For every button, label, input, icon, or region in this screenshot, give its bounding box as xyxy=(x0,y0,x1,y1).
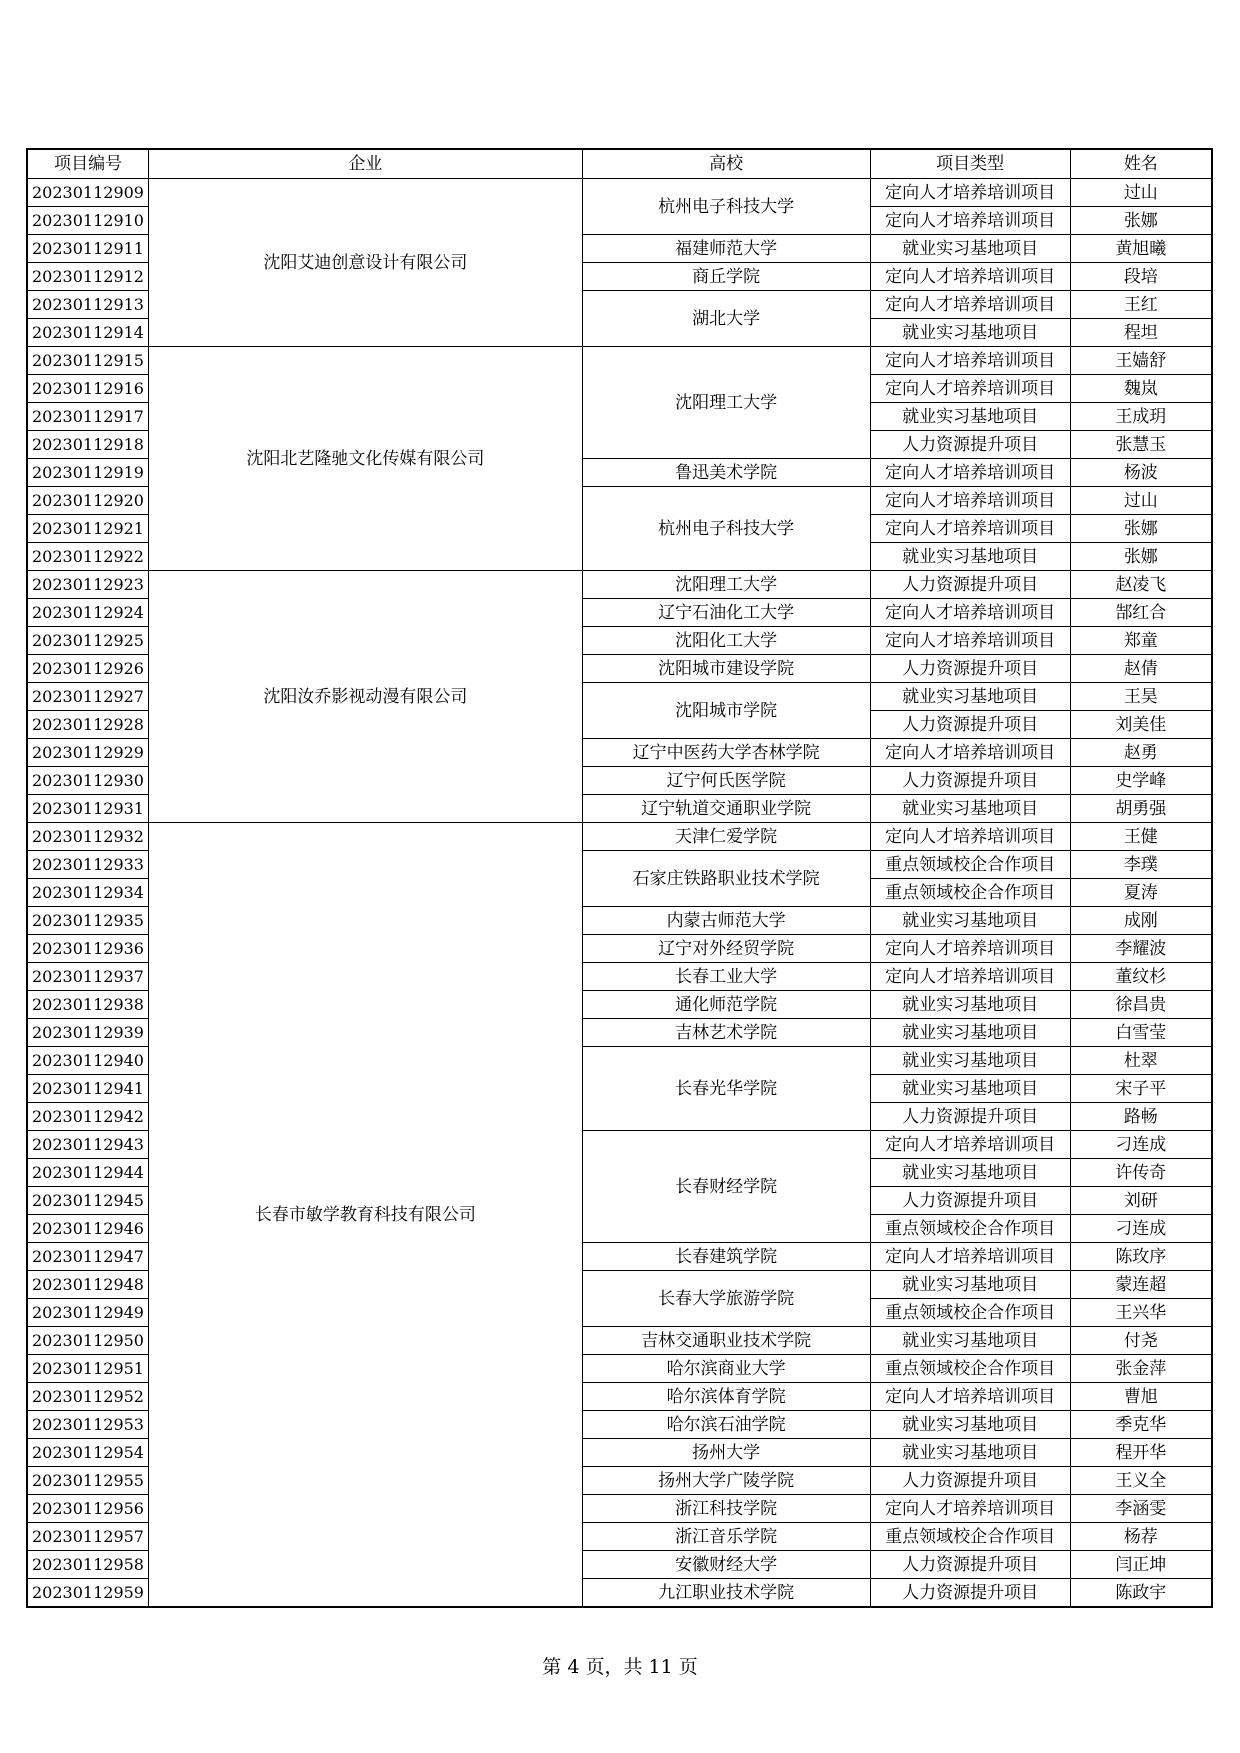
project-type-cell: 定向人才培养培训项目 xyxy=(870,935,1070,963)
project-id-cell: 20230112914 xyxy=(27,319,149,347)
project-id-cell: 20230112924 xyxy=(27,599,149,627)
company-cell: 沈阳汝乔影视动漫有限公司 xyxy=(149,571,582,823)
project-id-cell: 20230112944 xyxy=(27,1159,149,1187)
table-body xyxy=(27,179,1212,1608)
project-id-cell: 20230112929 xyxy=(27,739,149,767)
school-cell: 石家庄铁路职业技术学院 xyxy=(582,851,870,907)
project-id-cell: 20230112950 xyxy=(27,1327,149,1355)
person-name-cell: 李涵雯 xyxy=(1070,1495,1212,1523)
project-type-cell: 就业实习基地项目 xyxy=(870,543,1070,571)
person-name-cell: 王义全 xyxy=(1070,1467,1212,1495)
project-id-cell: 20230112916 xyxy=(27,375,149,403)
person-name-cell: 杜翠 xyxy=(1070,1047,1212,1075)
project-type-cell: 人力资源提升项目 xyxy=(870,767,1070,795)
school-cell: 哈尔滨商业大学 xyxy=(582,1355,870,1383)
person-name-cell: 付尧 xyxy=(1070,1327,1212,1355)
project-type-cell: 人力资源提升项目 xyxy=(870,1103,1070,1131)
project-type-cell: 就业实习基地项目 xyxy=(870,319,1070,347)
project-id-cell: 20230112935 xyxy=(27,907,149,935)
page-footer: 第 4 页，共 11 页 xyxy=(542,1656,698,1678)
project-type-cell: 定向人才培养培训项目 xyxy=(870,347,1070,375)
school-cell: 鲁迅美术学院 xyxy=(582,459,870,487)
project-id-cell: 20230112912 xyxy=(27,263,149,291)
school-cell: 安徽财经大学 xyxy=(582,1551,870,1579)
header-project-id: 项目编号 xyxy=(27,149,149,179)
person-name-cell: 蒙连超 xyxy=(1070,1271,1212,1299)
project-id-cell: 20230112958 xyxy=(27,1551,149,1579)
project-id-cell: 20230112932 xyxy=(27,823,149,851)
person-name-cell: 王健 xyxy=(1070,823,1212,851)
project-type-cell: 就业实习基地项目 xyxy=(870,907,1070,935)
project-id-cell: 20230112933 xyxy=(27,851,149,879)
project-type-cell: 就业实习基地项目 xyxy=(870,1327,1070,1355)
person-name-cell: 杨波 xyxy=(1070,459,1212,487)
project-table xyxy=(26,148,1213,1608)
school-cell: 扬州大学广陵学院 xyxy=(582,1467,870,1495)
person-name-cell: 刁连成 xyxy=(1070,1215,1212,1243)
person-name-cell: 赵凌飞 xyxy=(1070,571,1212,599)
table-header-row xyxy=(27,149,1212,179)
project-id-cell: 20230112926 xyxy=(27,655,149,683)
person-name-cell: 成刚 xyxy=(1070,907,1212,935)
project-type-cell: 就业实习基地项目 xyxy=(870,683,1070,711)
person-name-cell: 王嫱舒 xyxy=(1070,347,1212,375)
project-type-cell: 定向人才培养培训项目 xyxy=(870,599,1070,627)
school-cell: 长春大学旅游学院 xyxy=(582,1271,870,1327)
project-id-cell: 20230112913 xyxy=(27,291,149,319)
person-name-cell: 许传奇 xyxy=(1070,1159,1212,1187)
project-id-cell: 20230112959 xyxy=(27,1579,149,1608)
school-cell: 长春光华学院 xyxy=(582,1047,870,1131)
table-row xyxy=(27,179,1212,207)
person-name-cell: 胡勇强 xyxy=(1070,795,1212,823)
person-name-cell: 魏岚 xyxy=(1070,375,1212,403)
person-name-cell: 郑童 xyxy=(1070,627,1212,655)
project-id-cell: 20230112910 xyxy=(27,207,149,235)
person-name-cell: 段培 xyxy=(1070,263,1212,291)
project-type-cell: 就业实习基地项目 xyxy=(870,1271,1070,1299)
project-id-cell: 20230112922 xyxy=(27,543,149,571)
school-cell: 吉林艺术学院 xyxy=(582,1019,870,1047)
project-id-cell: 20230112921 xyxy=(27,515,149,543)
school-cell: 福建师范大学 xyxy=(582,235,870,263)
school-cell: 辽宁石油化工大学 xyxy=(582,599,870,627)
person-name-cell: 张娜 xyxy=(1070,207,1212,235)
person-name-cell: 杨荐 xyxy=(1070,1523,1212,1551)
project-type-cell: 重点领域校企合作项目 xyxy=(870,879,1070,907)
school-cell: 吉林交通职业技术学院 xyxy=(582,1327,870,1355)
project-type-cell: 定向人才培养培训项目 xyxy=(870,263,1070,291)
project-id-cell: 20230112956 xyxy=(27,1495,149,1523)
project-type-cell: 定向人才培养培训项目 xyxy=(870,515,1070,543)
school-cell: 长春财经学院 xyxy=(582,1131,870,1243)
project-type-cell: 人力资源提升项目 xyxy=(870,1467,1070,1495)
school-cell: 天津仁爱学院 xyxy=(582,823,870,851)
project-type-cell: 重点领域校企合作项目 xyxy=(870,851,1070,879)
person-name-cell: 闫正坤 xyxy=(1070,1551,1212,1579)
project-type-cell: 人力资源提升项目 xyxy=(870,655,1070,683)
school-cell: 辽宁轨道交通职业学院 xyxy=(582,795,870,823)
project-id-cell: 20230112952 xyxy=(27,1383,149,1411)
project-type-cell: 重点领域校企合作项目 xyxy=(870,1355,1070,1383)
table-row xyxy=(27,823,1212,851)
header-project-type: 项目类型 xyxy=(870,149,1070,179)
person-name-cell: 程开华 xyxy=(1070,1439,1212,1467)
person-name-cell: 刘研 xyxy=(1070,1187,1212,1215)
project-id-cell: 20230112927 xyxy=(27,683,149,711)
person-name-cell: 宋子平 xyxy=(1070,1075,1212,1103)
school-cell: 沈阳理工大学 xyxy=(582,571,870,599)
project-type-cell: 定向人才培养培训项目 xyxy=(870,1243,1070,1271)
company-cell: 长春市敏学教育科技有限公司 xyxy=(149,823,582,1608)
person-name-cell: 过山 xyxy=(1070,487,1212,515)
project-id-cell: 20230112931 xyxy=(27,795,149,823)
project-type-cell: 就业实习基地项目 xyxy=(870,1019,1070,1047)
person-name-cell: 夏涛 xyxy=(1070,879,1212,907)
school-cell: 浙江音乐学院 xyxy=(582,1523,870,1551)
project-type-cell: 就业实习基地项目 xyxy=(870,1439,1070,1467)
person-name-cell: 刘美佳 xyxy=(1070,711,1212,739)
project-id-cell: 20230112909 xyxy=(27,179,149,207)
project-type-cell: 重点领域校企合作项目 xyxy=(870,1523,1070,1551)
project-type-cell: 定向人才培养培训项目 xyxy=(870,179,1070,207)
project-type-cell: 定向人才培养培训项目 xyxy=(870,627,1070,655)
project-type-cell: 就业实习基地项目 xyxy=(870,1047,1070,1075)
school-cell: 沈阳理工大学 xyxy=(582,347,870,459)
person-name-cell: 陈政宇 xyxy=(1070,1579,1212,1608)
person-name-cell: 赵勇 xyxy=(1070,739,1212,767)
project-type-cell: 定向人才培养培训项目 xyxy=(870,291,1070,319)
person-name-cell: 陈玫序 xyxy=(1070,1243,1212,1271)
project-id-cell: 20230112948 xyxy=(27,1271,149,1299)
school-cell: 哈尔滨体育学院 xyxy=(582,1383,870,1411)
project-type-cell: 就业实习基地项目 xyxy=(870,795,1070,823)
project-id-cell: 20230112930 xyxy=(27,767,149,795)
school-cell: 长春工业大学 xyxy=(582,963,870,991)
person-name-cell: 张娜 xyxy=(1070,543,1212,571)
school-cell: 浙江科技学院 xyxy=(582,1495,870,1523)
school-cell: 沈阳城市学院 xyxy=(582,683,870,739)
person-name-cell: 程坦 xyxy=(1070,319,1212,347)
school-cell: 杭州电子科技大学 xyxy=(582,179,870,235)
project-id-cell: 20230112919 xyxy=(27,459,149,487)
school-cell: 通化师范学院 xyxy=(582,991,870,1019)
project-type-cell: 就业实习基地项目 xyxy=(870,1159,1070,1187)
project-id-cell: 20230112951 xyxy=(27,1355,149,1383)
project-id-cell: 20230112923 xyxy=(27,571,149,599)
person-name-cell: 王兴华 xyxy=(1070,1299,1212,1327)
project-id-cell: 20230112915 xyxy=(27,347,149,375)
project-type-cell: 人力资源提升项目 xyxy=(870,711,1070,739)
project-type-cell: 就业实习基地项目 xyxy=(870,403,1070,431)
project-type-cell: 定向人才培养培训项目 xyxy=(870,963,1070,991)
project-type-cell: 就业实习基地项目 xyxy=(870,1075,1070,1103)
school-cell: 商丘学院 xyxy=(582,263,870,291)
project-type-cell: 定向人才培养培训项目 xyxy=(870,207,1070,235)
project-id-cell: 20230112917 xyxy=(27,403,149,431)
school-cell: 九江职业技术学院 xyxy=(582,1579,870,1608)
person-name-cell: 曹旭 xyxy=(1070,1383,1212,1411)
person-name-cell: 史学峰 xyxy=(1070,767,1212,795)
person-name-cell: 徐昌贵 xyxy=(1070,991,1212,1019)
project-type-cell: 定向人才培养培训项目 xyxy=(870,375,1070,403)
school-cell: 内蒙古师范大学 xyxy=(582,907,870,935)
project-type-cell: 定向人才培养培训项目 xyxy=(870,823,1070,851)
school-cell: 扬州大学 xyxy=(582,1439,870,1467)
project-id-cell: 20230112953 xyxy=(27,1411,149,1439)
school-cell: 长春建筑学院 xyxy=(582,1243,870,1271)
project-id-cell: 20230112925 xyxy=(27,627,149,655)
person-name-cell: 赵倩 xyxy=(1070,655,1212,683)
person-name-cell: 张娜 xyxy=(1070,515,1212,543)
person-name-cell: 郜红合 xyxy=(1070,599,1212,627)
project-id-cell: 20230112940 xyxy=(27,1047,149,1075)
person-name-cell: 李耀波 xyxy=(1070,935,1212,963)
project-id-cell: 20230112938 xyxy=(27,991,149,1019)
project-id-cell: 20230112920 xyxy=(27,487,149,515)
project-id-cell: 20230112957 xyxy=(27,1523,149,1551)
project-type-cell: 重点领域校企合作项目 xyxy=(870,1215,1070,1243)
school-cell: 湖北大学 xyxy=(582,291,870,347)
project-id-cell: 20230112942 xyxy=(27,1103,149,1131)
school-cell: 辽宁何氏医学院 xyxy=(582,767,870,795)
project-id-cell: 20230112939 xyxy=(27,1019,149,1047)
project-type-cell: 重点领域校企合作项目 xyxy=(870,1299,1070,1327)
project-type-cell: 人力资源提升项目 xyxy=(870,571,1070,599)
project-id-cell: 20230112911 xyxy=(27,235,149,263)
project-id-cell: 20230112928 xyxy=(27,711,149,739)
person-name-cell: 黄旭曦 xyxy=(1070,235,1212,263)
school-cell: 沈阳化工大学 xyxy=(582,627,870,655)
project-id-cell: 20230112945 xyxy=(27,1187,149,1215)
company-cell: 沈阳艾迪创意设计有限公司 xyxy=(149,179,582,347)
header-name: 姓名 xyxy=(1070,149,1212,179)
header-school: 高校 xyxy=(582,149,870,179)
header-company: 企业 xyxy=(149,149,582,179)
project-id-cell: 20230112946 xyxy=(27,1215,149,1243)
project-id-cell: 20230112918 xyxy=(27,431,149,459)
project-id-cell: 20230112941 xyxy=(27,1075,149,1103)
person-name-cell: 王红 xyxy=(1070,291,1212,319)
project-id-cell: 20230112937 xyxy=(27,963,149,991)
project-type-cell: 定向人才培养培训项目 xyxy=(870,1131,1070,1159)
project-type-cell: 人力资源提升项目 xyxy=(870,1551,1070,1579)
person-name-cell: 路畅 xyxy=(1070,1103,1212,1131)
person-name-cell: 白雪莹 xyxy=(1070,1019,1212,1047)
project-id-cell: 20230112954 xyxy=(27,1439,149,1467)
person-name-cell: 刁连成 xyxy=(1070,1131,1212,1159)
person-name-cell: 张金萍 xyxy=(1070,1355,1212,1383)
project-type-cell: 定向人才培养培训项目 xyxy=(870,459,1070,487)
table-row xyxy=(27,347,1212,375)
school-cell: 哈尔滨石油学院 xyxy=(582,1411,870,1439)
project-type-cell: 定向人才培养培训项目 xyxy=(870,487,1070,515)
project-id-cell: 20230112947 xyxy=(27,1243,149,1271)
school-cell: 沈阳城市建设学院 xyxy=(582,655,870,683)
project-type-cell: 就业实习基地项目 xyxy=(870,235,1070,263)
project-id-cell: 20230112955 xyxy=(27,1467,149,1495)
project-id-cell: 20230112943 xyxy=(27,1131,149,1159)
project-type-cell: 人力资源提升项目 xyxy=(870,1579,1070,1608)
project-type-cell: 人力资源提升项目 xyxy=(870,1187,1070,1215)
school-cell: 辽宁对外经贸学院 xyxy=(582,935,870,963)
project-type-cell: 定向人才培养培训项目 xyxy=(870,1495,1070,1523)
person-name-cell: 季克华 xyxy=(1070,1411,1212,1439)
school-cell: 辽宁中医药大学杏林学院 xyxy=(582,739,870,767)
person-name-cell: 王昊 xyxy=(1070,683,1212,711)
project-id-cell: 20230112949 xyxy=(27,1299,149,1327)
table-row xyxy=(27,571,1212,599)
project-id-cell: 20230112936 xyxy=(27,935,149,963)
project-type-cell: 人力资源提升项目 xyxy=(870,431,1070,459)
project-type-cell: 就业实习基地项目 xyxy=(870,1411,1070,1439)
person-name-cell: 李璞 xyxy=(1070,851,1212,879)
project-id-cell: 20230112934 xyxy=(27,879,149,907)
school-cell: 杭州电子科技大学 xyxy=(582,487,870,571)
project-type-cell: 定向人才培养培训项目 xyxy=(870,1383,1070,1411)
project-type-cell: 就业实习基地项目 xyxy=(870,991,1070,1019)
person-name-cell: 王成玥 xyxy=(1070,403,1212,431)
person-name-cell: 董纹杉 xyxy=(1070,963,1212,991)
person-name-cell: 张慧玉 xyxy=(1070,431,1212,459)
company-cell: 沈阳北艺隆驰文化传媒有限公司 xyxy=(149,347,582,571)
person-name-cell: 过山 xyxy=(1070,179,1212,207)
project-type-cell: 定向人才培养培训项目 xyxy=(870,739,1070,767)
